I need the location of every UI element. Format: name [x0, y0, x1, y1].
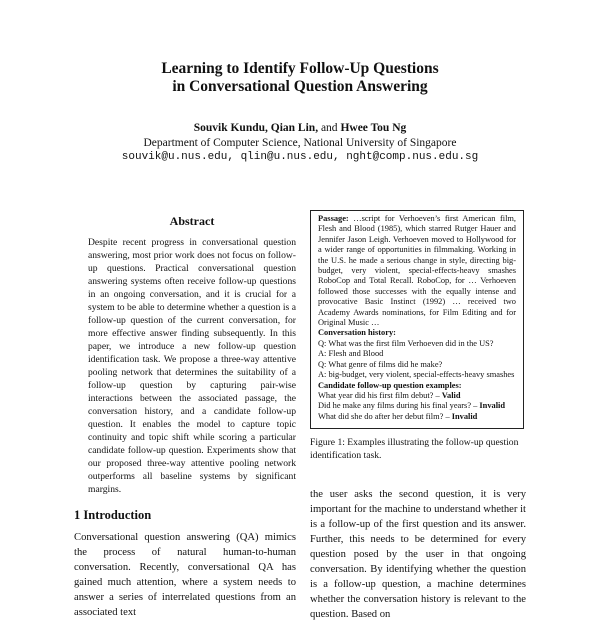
author-3: Hwee Tou Ng — [340, 122, 407, 134]
figure-caption: Figure 1: Examples illustrating the follow-up question identification task. — [310, 437, 519, 461]
candidate-2-label: Invalid — [479, 401, 506, 411]
passage-text: …script for Verhoeven’s first American film, Flesh and Blood (1985), which starred Rutger Hauer and Jennifer Jason Leigh. Verhoeven moved to Hollywood for a wider range of opportunities in filmmaking. Working in the U.S. he made a serious change in style, directing big-budget, very violent, special-effects-heavy smashes RoboCop and Total Recall. RoboCop, for … Verhoeven followed those successes with the equally intense and provocative Basic Instinct (1992) … received two Academy Awards nominations, for Film Editing and for Original Music … — [318, 214, 517, 328]
candidate-1 — [318, 391, 516, 401]
history-question-1: Q: What was the first film Verhoeven did in the US? — [318, 338, 494, 348]
author-block — [0, 121, 600, 165]
candidate-3 — [318, 412, 516, 422]
introduction-heading: 1 Introduction — [74, 508, 152, 522]
author-1: Souvik Kundu, — [193, 122, 268, 134]
affiliation: Department of Computer Science, National University of Singapore — [143, 136, 457, 149]
author-conjunction: and — [320, 122, 338, 134]
author-emails: souvik@u.nus.edu, qlin@u.nus.edu, nght@comp.nus.edu.sg — [121, 151, 479, 163]
history-answer-2: A: big-budget, very violent, special-effects-heavy smashes — [318, 370, 515, 380]
introduction-text: Conversational question answering (QA) mimics the process of natural human-to-human conversation. Recently, conversational QA has gained much attention, where a system needs to answer a series of interrelated questions from an associated text — [74, 532, 296, 618]
passage — [318, 214, 516, 328]
history-question-2: Q: What genre of films did he make? — [318, 359, 443, 369]
figure-example-box — [310, 210, 524, 429]
candidate-2-text: Did he make any films during his final years? – — [318, 401, 478, 411]
candidate-3-label: Invalid — [451, 411, 478, 421]
candidates-label: Candidate follow-up question examples: — [318, 380, 462, 390]
title-line-2: in Conversational Question Answering — [172, 78, 428, 95]
candidate-3-text: What did she do after her debut film? – — [318, 411, 450, 421]
author-2: Qian Lin, — [270, 122, 319, 134]
paper-title — [0, 60, 600, 96]
author-names — [0, 121, 600, 136]
candidate-1-text: What year did his first film debut? – — [318, 390, 440, 400]
abstract-heading: Abstract — [169, 214, 215, 228]
conversation-history-label: Conversation history: — [318, 328, 396, 338]
candidate-1-label: Valid — [441, 390, 461, 400]
passage-label: Passage: — [318, 214, 349, 223]
history-answer-1: A: Flesh and Blood — [318, 349, 384, 359]
right-column-text: the user asks the second question, it is very important for the machine to understand whether it is a follow-up of the first question and its answer. Further, this needs to be determined for every question posed by the user in that ongoing conversation. By identifying whether the question is a follow-up question, a machine determines whether the conversation history is relevant to the question. Based on — [310, 489, 526, 620]
candidate-2 — [318, 401, 516, 411]
title-line-1: Learning to Identify Follow-Up Questions — [161, 60, 439, 77]
abstract-text: Despite recent progress in conversational question answering, most prior work does not focus on follow-up questions. Practical conversational question answering systems often receive follow-up questions in an ongoing conversation, and it is crucial for a system to be able to determine whether a question is a follow-up question of the current conversation, for more effective answer finding subsequently. In this paper, we introduce a new follow-up question identification task. We propose a three-way attentive pooling network that determines the suitability of a follow-up question by capturing pair-wise interactions between the associated passage, the conversation history, and a candidate follow-up question. It enables the model to capture topic continuity and topic shift while scoring a particular candidate follow-up question. Experiments show that our proposed three-way attentive pooling network outperforms all baseline systems by significant margins. — [88, 237, 296, 495]
